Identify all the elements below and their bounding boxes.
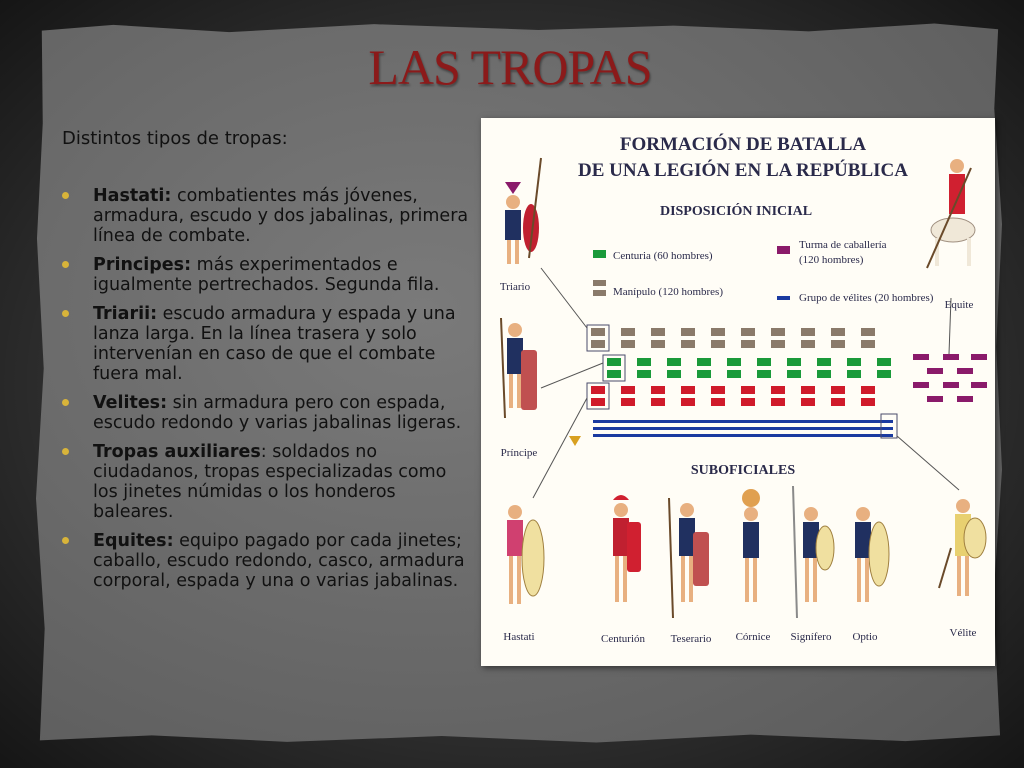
suboficiales-label: SUBOFICIALES [690, 463, 796, 478]
label-cornice: Córnice [735, 631, 771, 643]
cornice-figure [742, 489, 760, 602]
battle-formation-diagram [481, 118, 995, 666]
velites-row [593, 414, 897, 438]
legend-turma-swatch [777, 246, 790, 254]
bullet-icon [62, 192, 69, 199]
label-centurion: Centurión [601, 633, 645, 645]
desc-equites: equipo pagado por cada jinetes; caballo, escudo redondo, casco, armadura corporal, espada y una o varias jabalinas. [93, 531, 465, 591]
bullet-icon [62, 310, 69, 317]
term-equites: Equites: [93, 531, 174, 551]
label-equite: Equite [944, 299, 974, 311]
arrow-down-icon [569, 436, 581, 446]
label-principe: Príncipe [500, 447, 538, 459]
troop-list [62, 186, 472, 600]
list-item [62, 442, 472, 522]
legend-turma-label-2: (120 hombres) [799, 254, 864, 266]
term-auxiliares: Tropas auxiliares [93, 442, 261, 462]
list-item [62, 531, 472, 591]
connector-principe [541, 363, 603, 388]
bullet-icon [62, 537, 69, 544]
velite-figure [939, 499, 986, 596]
label-hastati: Hastati [503, 631, 535, 643]
term-triarii: Triarii: [93, 304, 158, 324]
list-item [62, 255, 472, 295]
hastati-figure [507, 505, 544, 604]
formation-svg [481, 118, 995, 666]
desc-velites: sin armadura pero con espada, escudo redondo y varias jabalinas ligeras. [93, 393, 462, 433]
principe-figure [501, 318, 537, 418]
hastati-row [587, 383, 875, 409]
bullet-icon [62, 399, 69, 406]
legend-velites-swatch [777, 296, 790, 300]
bullet-icon [62, 448, 69, 455]
desc-auxiliares: : soldados no ciudadanos, tropas especializadas como los jinetes númidas o los honderos baleares. [93, 442, 447, 522]
equite-figure [927, 159, 975, 268]
cavalry-group [913, 354, 987, 402]
desc-triarii: escudo armadura y espada y una lanza larga. En la línea trasera y solo intervenían en caso de que el combate fuera mal. [93, 304, 456, 384]
label-optio: Optio [852, 631, 878, 643]
list-item [62, 393, 472, 433]
list-item [62, 304, 472, 384]
term-principes: Principes: [93, 255, 192, 275]
legend-turma-label-1: Turma de caballería [799, 239, 887, 251]
centurion-figure [613, 495, 641, 602]
legend-manipulo-swatch-a [593, 280, 606, 286]
diagram-subtitle: DISPOSICIÓN INICIAL [659, 204, 813, 219]
principes-row [603, 355, 891, 381]
signifero-figure [793, 486, 834, 618]
label-signifero: Signífero [790, 631, 832, 643]
intro-text: Distintos tipos de tropas: [62, 128, 288, 149]
diagram-title-line1: FORMACIÓN DE BATALLA [619, 134, 867, 155]
list-item [62, 186, 472, 246]
label-teserario: Teserario [670, 633, 712, 645]
term-hastati: Hastati: [93, 186, 172, 206]
slide-title: LAS TROPAS [368, 39, 652, 95]
teserario-figure [669, 498, 709, 618]
legend-manipulo-swatch-b [593, 290, 606, 296]
desc-hastati: combatientes más jóvenes, armadura, escudo y dos jabalinas, primera línea de combate. [93, 186, 469, 246]
optio-figure [855, 507, 889, 602]
triario-figure [505, 158, 541, 264]
desc-principes: más experimentados e igualmente pertrechados. Segunda fila. [93, 255, 440, 295]
connector-velite [897, 436, 959, 490]
term-velites: Velites: [93, 393, 168, 413]
diagram-title-line2: DE UNA LEGIÓN EN LA REPÚBLICA [578, 160, 908, 181]
connector-hastati [533, 398, 587, 498]
legend-centuria-label: Centuria (60 hombres) [613, 250, 713, 262]
legend-velites-label: Grupo de vélites (20 hombres) [799, 292, 934, 304]
label-velite: Vélite [949, 627, 977, 639]
legend-manipulo-label: Manípulo (120 hombres) [613, 286, 723, 298]
legend-centuria-swatch [593, 250, 606, 258]
label-triario: Triario [499, 281, 531, 293]
bullet-icon [62, 261, 69, 268]
triarii-row [587, 325, 875, 351]
connector-triario [541, 268, 587, 328]
